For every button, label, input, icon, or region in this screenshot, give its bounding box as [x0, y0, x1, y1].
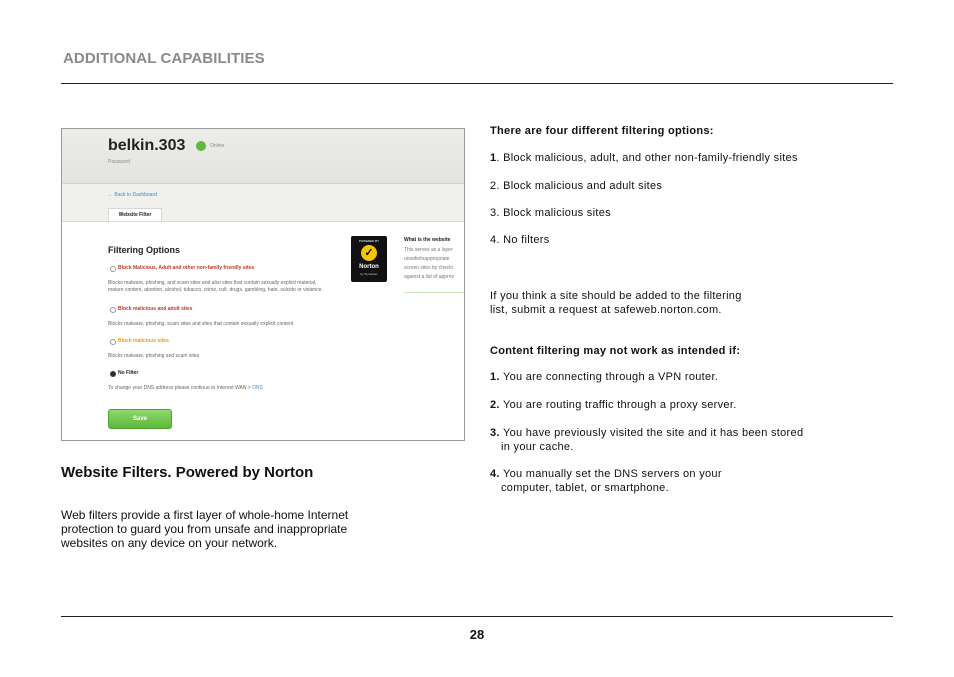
online-status-text: Online: [210, 143, 225, 149]
filter-option-3: [490, 207, 611, 219]
side-panel-line: unsafe/inappropriate: [404, 256, 450, 262]
section-title: ADDITIONAL CAPABILITIES: [63, 50, 265, 67]
submit-site-note: [490, 289, 742, 317]
caveat-1-text: You are connecting through a VPN router.: [499, 371, 719, 383]
option-2-label: Block malicious and adult sites: [118, 306, 193, 312]
norton-check-icon: ✓: [361, 245, 377, 261]
norton-name: Norton: [359, 264, 379, 270]
filter-option-1-text: . Block malicious, adult, and other non-family-friendly sites: [496, 152, 798, 164]
password-label: Password: [108, 159, 130, 165]
option-1-description-line-1: Blocks malware, phishing, and scam sites and also sites that contain sexually explicit material,: [108, 280, 317, 286]
caveat-1-num: 1.: [490, 371, 500, 383]
filter-option-4-num: 4: [490, 234, 497, 246]
option-4-label: No Filter: [118, 370, 139, 376]
filtering-options-heading: There are four different filtering options:: [490, 125, 714, 137]
caveat-3: [490, 426, 803, 454]
side-panel-line: against a list of approv: [404, 274, 455, 280]
option-1-label: Block Malicious, Adult and other non-family friendly sites: [118, 265, 255, 271]
caveat-4-text-line-2: computer, tablet, or smartphone.: [501, 482, 669, 494]
option-1-description: [108, 280, 323, 294]
save-button[interactable]: Save: [108, 409, 172, 429]
caveat-4: [490, 467, 722, 495]
filter-option-2-num: 2: [490, 180, 497, 192]
dns-note-text: To change your DNS address please continue to Internet WAN >: [108, 385, 253, 391]
filter-option-1-num: 1: [490, 152, 497, 164]
caveat-3-num: 3.: [490, 427, 500, 439]
submit-site-note-line-2: list, submit a request at safeweb.norton.com.: [490, 304, 722, 316]
filter-option-2-text: . Block malicious and adult sites: [496, 180, 663, 192]
caveat-1: [490, 371, 718, 383]
left-paragraph: Web filters provide a first layer of whole-home Internet protection to guard you from unsafe and inappropriate websites on any device on your network.: [61, 508, 349, 550]
router-ui-screenshot: [61, 128, 465, 441]
submit-site-note-line-1: If you think a site should be added to the filtering: [490, 290, 742, 302]
norton-powered-by: POWERED BY: [358, 239, 380, 243]
filter-option-3-num: 3: [490, 207, 497, 219]
option-1-description-line-2: mature content, abortion, alcohol, tobacco, crime, cult, drugs, gambling, hate, suicide or violence.: [108, 287, 323, 293]
caveat-4-text: You manually set the DNS servers on your: [499, 468, 722, 480]
filter-option-4-text: . No filters: [496, 234, 550, 246]
page-number: 28: [469, 627, 485, 642]
side-panel-line: This serves as a layer: [404, 247, 453, 253]
back-to-dashboard-link[interactable]: ← Back to Dashboard: [108, 192, 157, 198]
filter-option-1: [490, 152, 798, 164]
filter-option-2: [490, 180, 662, 192]
option-3-description: Blocks malware, phishing and scam sites: [108, 353, 200, 359]
option-2-description: Blocks malware, phishing, scam sites and sites that contain sexually explicit content: [108, 321, 294, 327]
filter-option-3-text: . Block malicious sites: [496, 207, 611, 219]
router-name: belkin.303: [108, 137, 186, 154]
caveat-heading: Content filtering may not work as intended if:: [490, 345, 741, 357]
option-4-radio[interactable]: [110, 371, 116, 377]
side-panel-line: screen sites by checki: [404, 265, 453, 271]
filter-option-4: [490, 234, 550, 246]
option-2-radio[interactable]: [110, 307, 116, 313]
dns-note: [108, 385, 263, 391]
caveat-3-text-line-2: in your cache.: [501, 441, 574, 453]
option-1-radio[interactable]: [110, 266, 116, 272]
screenshot-header: [62, 129, 464, 184]
norton-badge: [351, 236, 387, 282]
option-3-radio[interactable]: [110, 339, 116, 345]
dns-link[interactable]: DNS: [252, 385, 263, 391]
side-panel-divider: [404, 292, 464, 293]
caveat-2-text: You are routing traffic through a proxy server.: [499, 399, 737, 411]
footer-divider: [61, 616, 893, 617]
caveat-2: [490, 399, 737, 411]
left-heading: Website Filters. Powered by Norton: [61, 464, 314, 481]
caveat-3-text: You have previously visited the site and it has been stored: [499, 427, 804, 439]
norton-sub: by Symantec: [360, 272, 378, 276]
caveat-4-num: 4.: [490, 468, 500, 480]
tab-website-filter[interactable]: Website Filter: [108, 208, 162, 221]
caveat-2-num: 2.: [490, 399, 500, 411]
filtering-options-title: Filtering Options: [108, 245, 180, 255]
side-panel-title: What is the website: [404, 237, 451, 243]
header-divider: [61, 83, 893, 84]
online-status-icon: [196, 141, 206, 151]
option-3-label: Block malicious sites: [118, 338, 169, 344]
